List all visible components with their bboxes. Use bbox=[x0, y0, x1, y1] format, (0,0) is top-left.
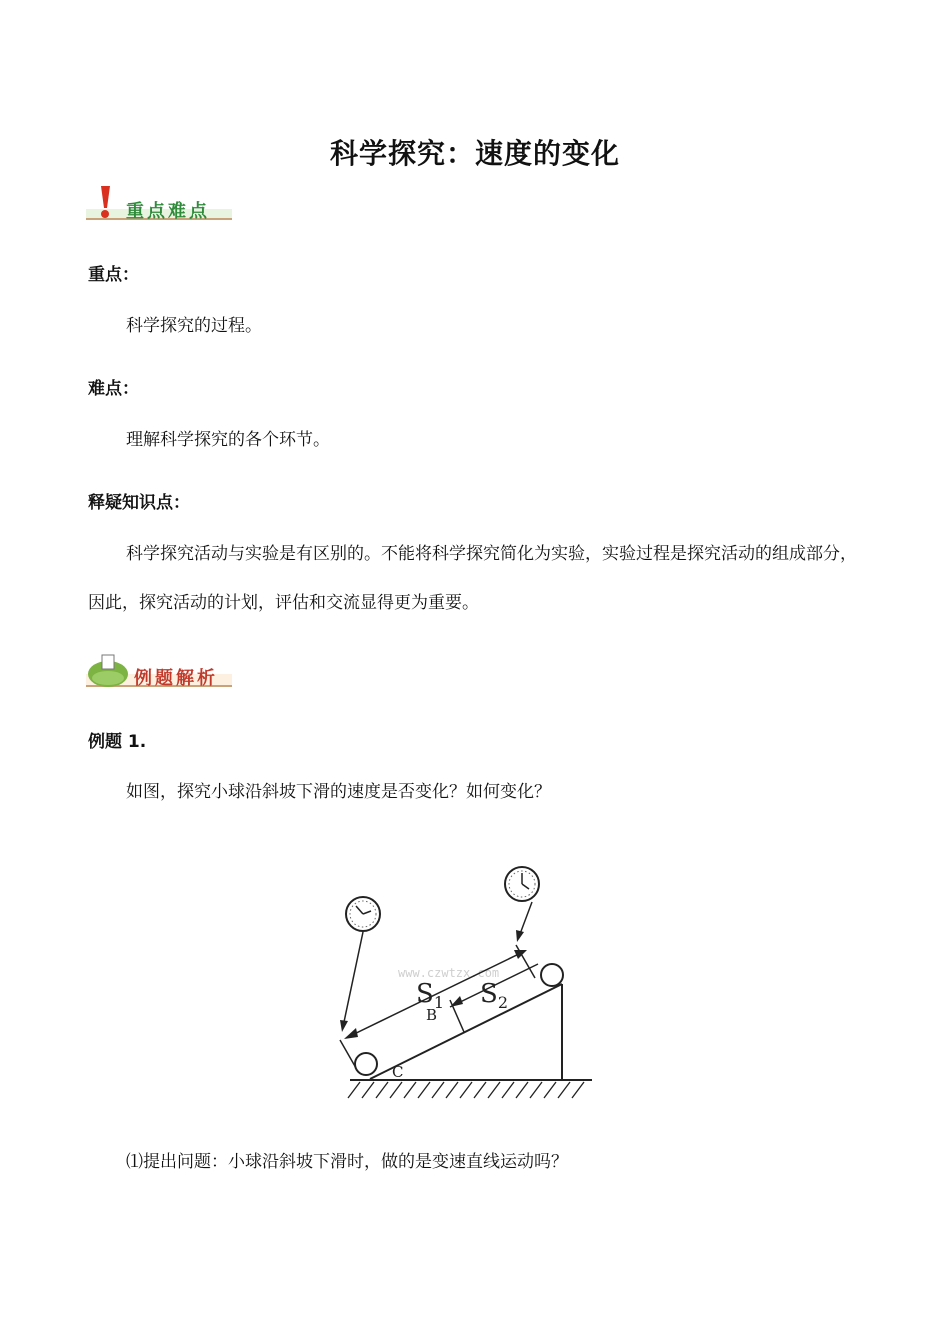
key-text: 科学探究的过程。 bbox=[126, 316, 262, 336]
page-title: 科学探究：速度的变化 bbox=[329, 137, 620, 170]
ball-bottom bbox=[355, 1053, 377, 1075]
difficulty-label: 难点： bbox=[88, 379, 139, 399]
ground-hatching bbox=[348, 1082, 584, 1098]
stopwatch-left-arrowhead bbox=[340, 1020, 348, 1032]
s1-start-tick bbox=[340, 1040, 356, 1068]
point-b-label: B bbox=[426, 1006, 438, 1024]
figure-watermark: www.czwtzx.com bbox=[398, 966, 500, 980]
key-points-banner-text: 重点难点 bbox=[126, 201, 210, 222]
ball-top bbox=[541, 964, 563, 986]
stopwatch-right-icon bbox=[505, 867, 539, 901]
s1-arrowhead-right bbox=[514, 950, 527, 959]
doubt-label: 释疑知识点： bbox=[88, 493, 190, 513]
stopwatch-right-arrowhead bbox=[516, 930, 524, 942]
point-c-label: C bbox=[392, 1063, 404, 1081]
stopwatch-left-icon bbox=[346, 897, 380, 931]
doubt-text: 科学探究活动与实验是有区别的。不能将科学探究简化为实验，实验过程是探究活动的组成部分，因此，探究活动的计划，评估和交流显得更为重要。 bbox=[88, 544, 857, 613]
sub-question: ⑴提出问题：小球沿斜坡下滑时，做的是变速直线运动吗？ bbox=[126, 1152, 568, 1172]
s1-label: $S_1$ bbox=[416, 979, 444, 1012]
incline-figure bbox=[330, 862, 600, 1107]
key-label: 重点： bbox=[88, 265, 139, 285]
example-question: 如图，探究小球沿斜坡下滑的速度是否变化？如何变化？ bbox=[126, 782, 551, 802]
example-label: 例题 1. bbox=[88, 732, 147, 752]
s2-arrowhead bbox=[450, 996, 463, 1007]
s1-arrowhead-left bbox=[344, 1028, 358, 1039]
stopwatch-left-pointer bbox=[344, 932, 363, 1022]
difficulty-text: 理解科学探究的各个环节。 bbox=[126, 430, 330, 450]
examples-banner bbox=[86, 652, 236, 692]
examples-banner-text: 例题解析 bbox=[134, 668, 218, 689]
s2-label: $S_2$ bbox=[480, 979, 508, 1012]
stopwatch-right-pointer bbox=[520, 902, 532, 934]
key-points-banner bbox=[86, 184, 236, 224]
incline-diagram bbox=[330, 862, 600, 1107]
